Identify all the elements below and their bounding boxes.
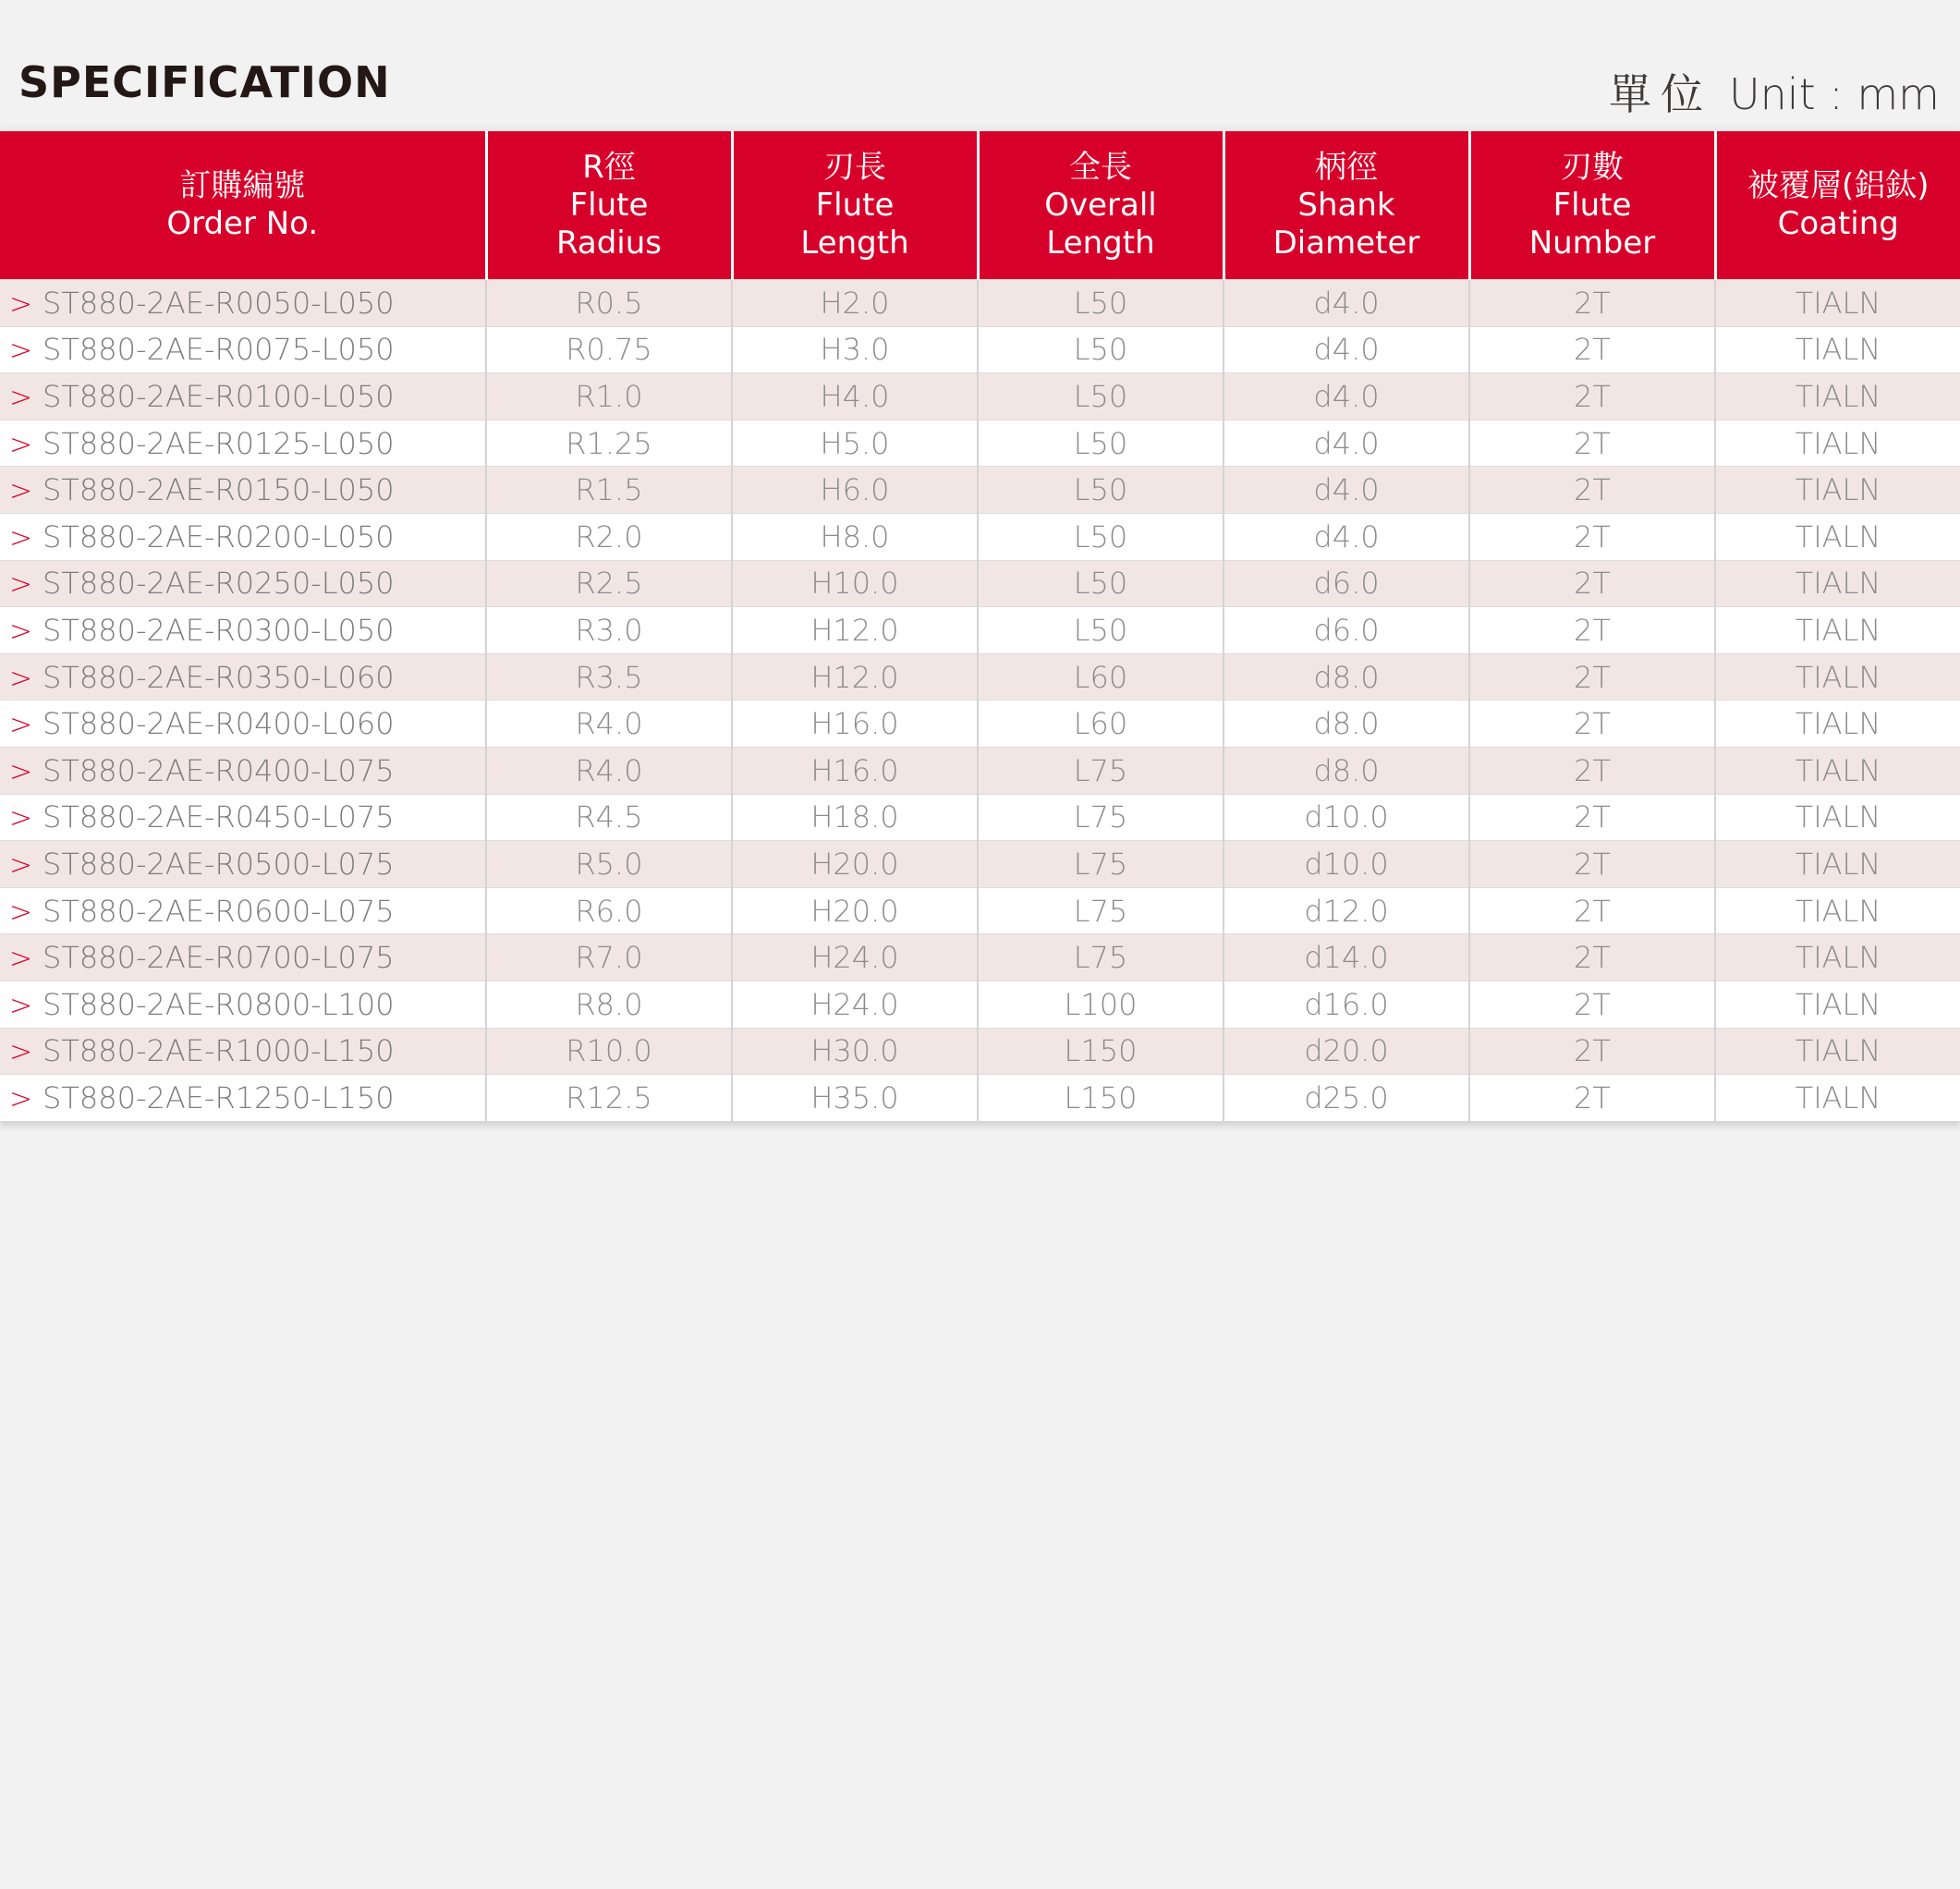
cell-flute-radius: R6.0 (486, 887, 732, 934)
cell-flute-radius: R12.5 (486, 1075, 732, 1121)
cell-flute-number: 2T (1469, 841, 1715, 888)
cell-flute-radius: R4.0 (486, 747, 732, 794)
cell-order-no (0, 701, 486, 748)
chevron-right-icon: > (9, 428, 33, 461)
cell-overall-length: L75 (978, 934, 1223, 981)
cell-overall-length: L60 (978, 701, 1223, 748)
table-row (0, 653, 1960, 701)
unit-label (1609, 61, 1940, 122)
cell-flute-number: 2T (1469, 887, 1715, 934)
chevron-right-icon: > (9, 848, 33, 882)
order-no-text: ST880-2AE-R0200-L050 (43, 518, 395, 555)
col-header-en: Coating (1777, 205, 1899, 242)
cell-order-no (0, 934, 486, 981)
cell-order-no (0, 841, 486, 888)
order-no-text: ST880-2AE-R0600-L075 (43, 893, 395, 929)
cell-coating: TIALN (1715, 560, 1960, 607)
cell-coating: TIALN (1715, 1028, 1960, 1075)
cell-coating: TIALN (1715, 467, 1960, 514)
order-no-text: ST880-2AE-R0450-L075 (43, 799, 395, 835)
chevron-right-icon: > (9, 475, 33, 508)
cell-flute-number: 2T (1469, 701, 1715, 748)
cell-overall-length: L50 (978, 280, 1223, 327)
cell-order-no (0, 981, 486, 1028)
cell-overall-length: L50 (978, 420, 1223, 467)
cell-coating: TIALN (1715, 701, 1960, 748)
order-no-text: ST880-2AE-R0500-L075 (43, 846, 395, 882)
chevron-right-icon: > (9, 802, 33, 835)
cell-shank-diameter: d16.0 (1223, 981, 1469, 1028)
col-header-en: Flute (1552, 186, 1632, 224)
col-header-order-no (0, 131, 486, 280)
cell-flute-number: 2T (1469, 560, 1715, 607)
cell-flute-number: 2T (1469, 1028, 1715, 1075)
col-header-zh: 刃數 (1561, 148, 1624, 186)
cell-flute-length: H8.0 (732, 513, 978, 560)
cell-order-no (0, 653, 486, 701)
table-row (0, 467, 1960, 514)
table-row (0, 701, 1960, 748)
cell-overall-length: L50 (978, 467, 1223, 514)
cell-overall-length: L100 (978, 981, 1223, 1028)
cell-flute-radius: R0.5 (486, 280, 732, 327)
cell-overall-length: L50 (978, 607, 1223, 654)
cell-order-no (0, 794, 486, 841)
cell-order-no (0, 607, 486, 654)
order-no-text: ST880-2AE-R0400-L060 (43, 706, 395, 742)
cell-flute-radius: R5.0 (486, 841, 732, 888)
chevron-right-icon: > (9, 287, 33, 321)
order-no-text: ST880-2AE-R0700-L075 (43, 940, 395, 976)
col-header-coating (1715, 131, 1960, 280)
col-header-en: Order No. (166, 205, 319, 242)
cell-overall-length: L75 (978, 747, 1223, 794)
cell-overall-length: L50 (978, 513, 1223, 560)
cell-coating: TIALN (1715, 326, 1960, 373)
cell-flute-radius: R3.5 (486, 653, 732, 701)
cell-shank-diameter: d4.0 (1223, 420, 1469, 467)
table-row (0, 513, 1960, 560)
cell-coating: TIALN (1715, 513, 1960, 560)
spec-table-container (0, 131, 1960, 1121)
cell-order-no (0, 1028, 486, 1075)
cell-overall-length: L150 (978, 1075, 1223, 1121)
cell-shank-diameter: d10.0 (1223, 841, 1469, 888)
order-no-text: ST880-2AE-R0350-L060 (43, 659, 395, 695)
table-row (0, 1028, 1960, 1075)
col-header-en: Overall (1044, 186, 1157, 224)
col-header-en: Length (800, 224, 909, 262)
cell-shank-diameter: d4.0 (1223, 280, 1469, 327)
cell-flute-number: 2T (1469, 467, 1715, 514)
chevron-right-icon: > (9, 1082, 33, 1115)
order-no-text: ST880-2AE-R0100-L050 (43, 378, 395, 414)
table-row (0, 841, 1960, 888)
cell-flute-radius: R1.5 (486, 467, 732, 514)
cell-flute-length: H20.0 (732, 841, 978, 888)
cell-coating: TIALN (1715, 1075, 1960, 1121)
table-row (0, 560, 1960, 607)
cell-flute-length: H2.0 (732, 280, 978, 327)
col-header-flute-number (1469, 131, 1715, 280)
cell-order-no (0, 513, 486, 560)
col-header-en: Flute (569, 186, 649, 224)
cell-flute-length: H16.0 (732, 747, 978, 794)
cell-flute-number: 2T (1469, 420, 1715, 467)
cell-flute-length: H6.0 (732, 467, 978, 514)
col-header-zh: 刃長 (823, 148, 886, 186)
cell-coating: TIALN (1715, 747, 1960, 794)
cell-order-no (0, 280, 486, 327)
cell-shank-diameter: d25.0 (1223, 1075, 1469, 1121)
cell-coating: TIALN (1715, 607, 1960, 654)
table-row (0, 1075, 1960, 1121)
cell-flute-length: H12.0 (732, 653, 978, 701)
cell-flute-length: H12.0 (732, 607, 978, 654)
col-header-en: Shank (1297, 186, 1395, 224)
order-no-text: ST880-2AE-R1250-L150 (43, 1079, 395, 1115)
cell-shank-diameter: d8.0 (1223, 701, 1469, 748)
cell-overall-length: L75 (978, 887, 1223, 934)
cell-flute-radius: R2.0 (486, 513, 732, 560)
cell-coating: TIALN (1715, 981, 1960, 1028)
order-no-text: ST880-2AE-R0250-L050 (43, 566, 395, 602)
order-no-text: ST880-2AE-R0050-L050 (43, 285, 395, 321)
cell-flute-radius: R8.0 (486, 981, 732, 1028)
cell-flute-length: H3.0 (732, 326, 978, 373)
cell-flute-radius: R4.5 (486, 794, 732, 841)
cell-flute-length: H5.0 (732, 420, 978, 467)
col-header-zh: 柄徑 (1315, 148, 1378, 186)
cell-shank-diameter: d4.0 (1223, 373, 1469, 420)
cell-flute-number: 2T (1469, 981, 1715, 1028)
cell-shank-diameter: d4.0 (1223, 513, 1469, 560)
cell-coating: TIALN (1715, 841, 1960, 888)
chevron-right-icon: > (9, 1036, 33, 1069)
cell-flute-radius: R1.0 (486, 373, 732, 420)
table-row (0, 981, 1960, 1028)
spec-table (0, 131, 1960, 1121)
chevron-right-icon: > (9, 662, 33, 695)
col-header-zh: 被覆層(鋁鈦) (1747, 167, 1930, 204)
col-header-overall-length (978, 131, 1223, 280)
cell-order-no (0, 326, 486, 373)
chevron-right-icon: > (9, 709, 33, 742)
table-row (0, 280, 1960, 327)
col-header-flute-length (732, 131, 978, 280)
cell-flute-length: H20.0 (732, 887, 978, 934)
table-body (0, 280, 1960, 1121)
cell-shank-diameter: d8.0 (1223, 747, 1469, 794)
cell-flute-length: H10.0 (732, 560, 978, 607)
order-no-text: ST880-2AE-R0075-L050 (43, 332, 395, 368)
cell-flute-number: 2T (1469, 513, 1715, 560)
chevron-right-icon: > (9, 381, 33, 414)
cell-order-no (0, 420, 486, 467)
cell-order-no (0, 467, 486, 514)
chevron-right-icon: > (9, 615, 33, 648)
chevron-right-icon: > (9, 521, 33, 555)
col-header-flute-radius (486, 131, 732, 280)
cell-coating: TIALN (1715, 420, 1960, 467)
cell-order-no (0, 747, 486, 794)
order-no-text: ST880-2AE-R0150-L050 (43, 472, 395, 508)
col-header-en: Length (1046, 224, 1155, 262)
col-header-zh: 訂購編號 (179, 167, 306, 204)
unit-label-text: Unit : mm (1728, 69, 1940, 119)
chevron-right-icon: > (9, 335, 33, 368)
col-header-en: Flute (815, 186, 895, 224)
cell-overall-length: L50 (978, 560, 1223, 607)
cell-flute-radius: R7.0 (486, 934, 732, 981)
cell-shank-diameter: d10.0 (1223, 794, 1469, 841)
cell-shank-diameter: d6.0 (1223, 560, 1469, 607)
col-header-zh: R徑 (582, 148, 636, 186)
cell-overall-length: L60 (978, 653, 1223, 701)
cell-flute-radius: R3.0 (486, 607, 732, 654)
table-row (0, 326, 1960, 373)
table-row (0, 747, 1960, 794)
table-row (0, 420, 1960, 467)
cell-overall-length: L150 (978, 1028, 1223, 1075)
cell-flute-radius: R0.75 (486, 326, 732, 373)
order-no-text: ST880-2AE-R0800-L100 (43, 986, 395, 1022)
cell-flute-radius: R4.0 (486, 701, 732, 748)
cell-flute-number: 2T (1469, 794, 1715, 841)
chevron-right-icon: > (9, 896, 33, 929)
cell-overall-length: L75 (978, 841, 1223, 888)
cell-order-no (0, 1075, 486, 1121)
table-row (0, 373, 1960, 420)
cell-flute-length: H30.0 (732, 1028, 978, 1075)
cell-order-no (0, 560, 486, 607)
cell-flute-length: H24.0 (732, 934, 978, 981)
cell-flute-number: 2T (1469, 280, 1715, 327)
table-row (0, 794, 1960, 841)
cell-coating: TIALN (1715, 934, 1960, 981)
cell-flute-length: H4.0 (732, 373, 978, 420)
cell-shank-diameter: d20.0 (1223, 1028, 1469, 1075)
col-header-zh: 全長 (1069, 148, 1132, 186)
cell-overall-length: L75 (978, 794, 1223, 841)
cell-flute-number: 2T (1469, 607, 1715, 654)
cell-shank-diameter: d12.0 (1223, 887, 1469, 934)
table-header-row (0, 131, 1960, 280)
table-row (0, 934, 1960, 981)
col-header-shank-diameter (1223, 131, 1469, 280)
cell-coating: TIALN (1715, 653, 1960, 701)
chevron-right-icon: > (9, 943, 33, 976)
table-row (0, 607, 1960, 654)
cell-shank-diameter: d6.0 (1223, 607, 1469, 654)
cell-coating: TIALN (1715, 373, 1960, 420)
cell-flute-number: 2T (1469, 326, 1715, 373)
cell-overall-length: L50 (978, 373, 1223, 420)
table-row (0, 887, 1960, 934)
cell-flute-length: H24.0 (732, 981, 978, 1028)
cell-flute-number: 2T (1469, 653, 1715, 701)
col-header-en: Diameter (1272, 224, 1420, 262)
cell-flute-number: 2T (1469, 1075, 1715, 1121)
chevron-right-icon: > (9, 755, 33, 788)
cell-flute-length: H18.0 (732, 794, 978, 841)
cell-overall-length: L50 (978, 326, 1223, 373)
order-no-text: ST880-2AE-R1000-L150 (43, 1033, 395, 1069)
cell-order-no (0, 887, 486, 934)
cell-shank-diameter: d8.0 (1223, 653, 1469, 701)
cell-flute-length: H16.0 (732, 701, 978, 748)
cell-coating: TIALN (1715, 794, 1960, 841)
col-header-en: Number (1528, 224, 1656, 262)
cell-flute-number: 2T (1469, 934, 1715, 981)
cell-coating: TIALN (1715, 887, 1960, 934)
cell-flute-radius: R10.0 (486, 1028, 732, 1075)
cell-order-no (0, 373, 486, 420)
cell-flute-number: 2T (1469, 747, 1715, 794)
col-header-en: Radius (555, 224, 662, 262)
cell-flute-radius: R2.5 (486, 560, 732, 607)
page-title: SPECIFICATION (18, 57, 391, 107)
cell-shank-diameter: d4.0 (1223, 467, 1469, 514)
order-no-text: ST880-2AE-R0300-L050 (43, 612, 395, 648)
cell-shank-diameter: d4.0 (1223, 326, 1469, 373)
cell-coating: TIALN (1715, 280, 1960, 327)
chevron-right-icon: > (9, 989, 33, 1022)
cell-shank-diameter: d14.0 (1223, 934, 1469, 981)
order-no-text: ST880-2AE-R0400-L075 (43, 752, 395, 788)
chevron-right-icon: > (9, 568, 33, 602)
order-no-text: ST880-2AE-R0125-L050 (43, 425, 395, 461)
cell-flute-number: 2T (1469, 373, 1715, 420)
cell-flute-radius: R1.25 (486, 420, 732, 467)
cell-flute-length: H35.0 (732, 1075, 978, 1121)
unit-label-cjk: 單位 (1608, 69, 1712, 119)
